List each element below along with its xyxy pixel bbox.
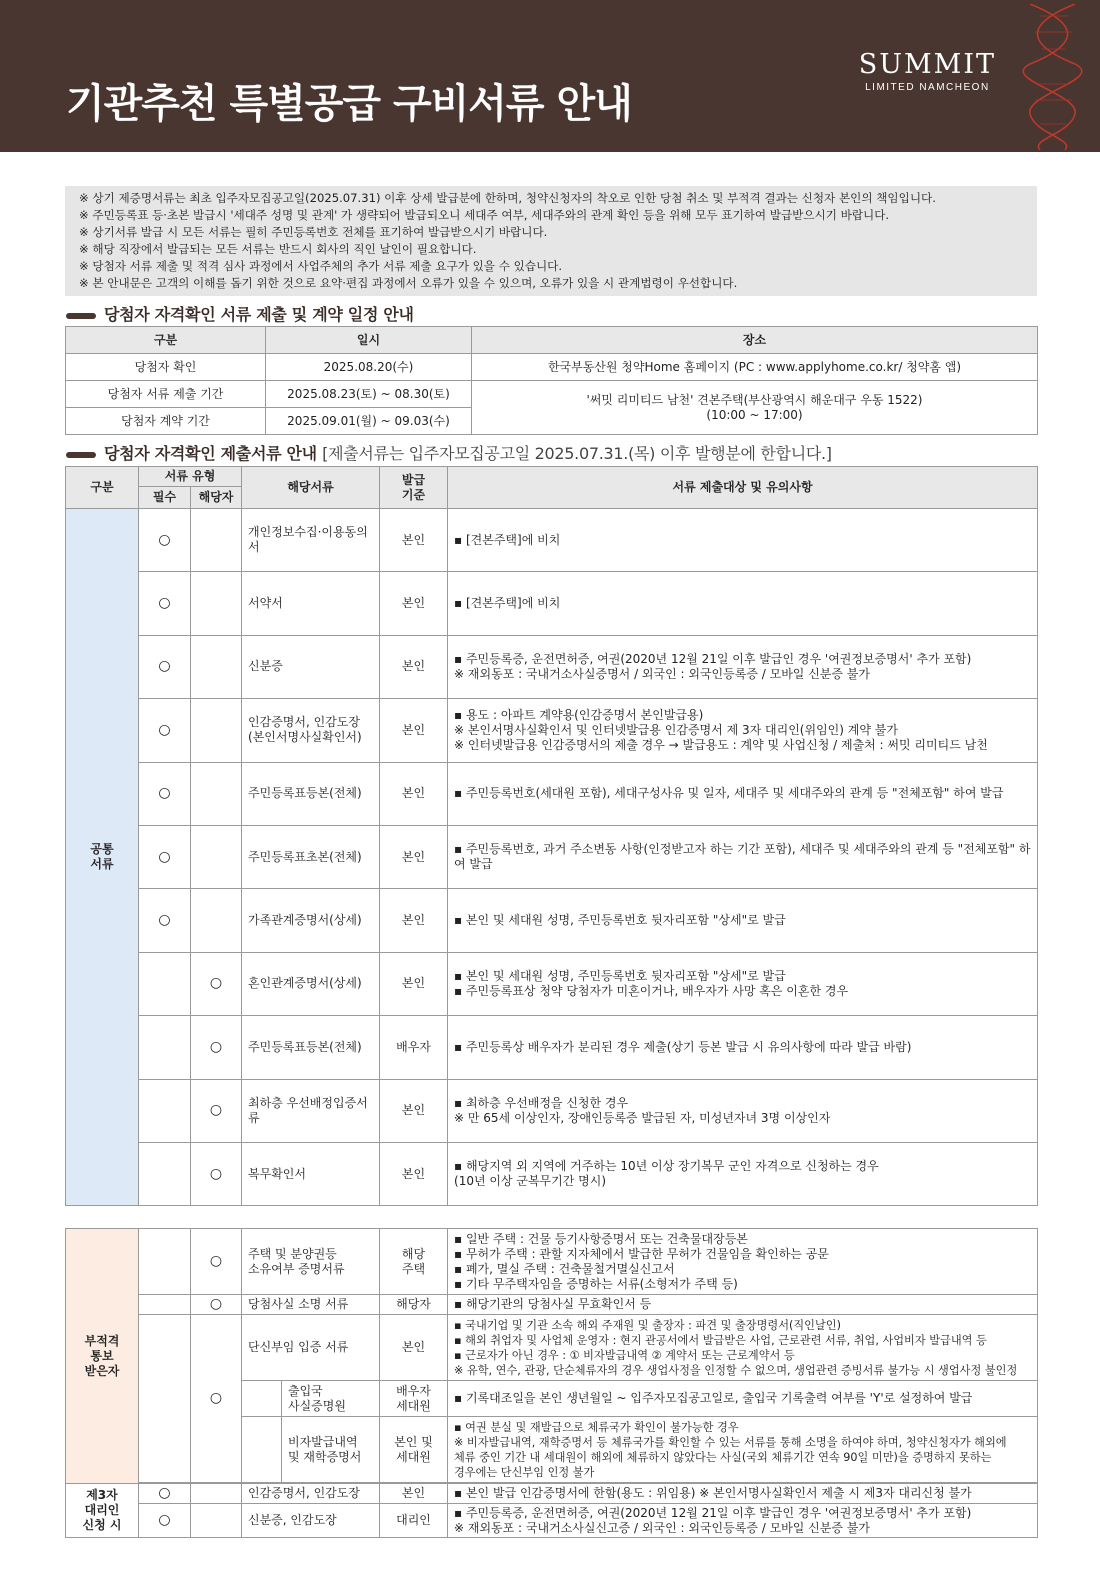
section2-subtitle: [제출서류는 입주자모집공고일 2025.07.31.(목) 이후 발행분에 한합니다.]	[322, 444, 832, 463]
header-doc: 해당서류	[242, 467, 380, 509]
notice-box	[65, 186, 1037, 296]
brand-logo	[859, 50, 996, 93]
doc-name: 주민등록표등본(전체)	[242, 762, 380, 825]
common-doc-row	[66, 889, 1038, 952]
common-group-label: 공통 서류	[66, 509, 139, 1206]
notes: ▪ 주민등록증, 운전면허증, 여권(2020년 12월 21일 이후 발급인 경우 '여권정보증명서' 추가 포함) ※ 재외동포 : 국내거소사실증명서 / 외국인 : 외국인등록증 / 모바일 신분증 불가	[448, 635, 1038, 698]
notes: ▪ 주민등록상 배우자가 분리된 경우 제출(상기 등본 발급 시 유의사항에 따라 발급 바람)	[448, 1016, 1038, 1079]
required-cell	[139, 1229, 191, 1295]
applicable-cell	[191, 1504, 242, 1538]
required-mark	[139, 1016, 191, 1079]
header-notes: 서류 제출대상 및 유의사항	[448, 467, 1038, 509]
ineligible-table	[65, 1228, 1038, 1538]
applicable-mark: ○	[191, 1295, 242, 1315]
applicable-cell	[191, 1484, 242, 1504]
doc-name: 주민등록표초본(전체)	[242, 825, 380, 888]
notice-line: ※ 상기 제증명서류는 최초 입주자모집공고일(2025.07.31) 이후 상세 발급분에 한하며, 청약신청자의 착오로 인한 당첨 취소 및 부적격 결과는 신청자 본인의 책임입니다.	[79, 191, 936, 205]
applicable-mark: ○	[191, 1142, 242, 1205]
issuer: 본인	[380, 825, 448, 888]
issuer: 배우자 세대원	[380, 1381, 448, 1417]
applicable-mark	[191, 762, 242, 825]
doc-name: 인감증명서, 인감도장 (본인서명사실확인서)	[242, 699, 380, 762]
doc-name: 개인정보수집·이용동의서	[242, 509, 380, 572]
required-mark: ○	[139, 762, 191, 825]
doc-name: 당첨사실 소명 서류	[242, 1295, 380, 1315]
documents-table	[65, 466, 1038, 1206]
section-bar-icon	[66, 313, 96, 319]
required-mark: ○	[139, 825, 191, 888]
notes: ▪ 본인 및 세대원 성명, 주민등록번호 뒷자리포함 "상세"로 발급	[448, 889, 1038, 952]
header-group: 구분	[66, 467, 139, 509]
applicable-mark: ○	[191, 1079, 242, 1142]
applicable-mark	[191, 635, 242, 698]
applicable-mark	[191, 825, 242, 888]
issuer: 본인	[380, 889, 448, 952]
schedule-place: '써밋 리미티드 남천' 견본주택(부산광역시 해운대구 우동 1522) (10:00 ~ 17:00)	[472, 381, 1038, 435]
proxy-group-label: 제3자 대리인 신청 시	[66, 1484, 139, 1538]
required-cell	[139, 1295, 191, 1315]
notes: ▪ 최하층 우선배정을 신청한 경우 ※ 만 65세 이상인자, 장애인등록증 발급된 자, 미성년자녀 3명 이상인자	[448, 1079, 1038, 1142]
schedule-date: 2025.08.20(수)	[266, 354, 472, 381]
required-mark	[139, 1079, 191, 1142]
required-mark: ○	[139, 699, 191, 762]
notice-line: ※ 본 안내문은 고객의 이해를 돕기 위한 것으로 요약·편집 과정에서 오류가 있을 수 있으며, 오류가 있을 시 관계법령이 우선합니다.	[79, 276, 738, 290]
doc-name: 신분증	[242, 635, 380, 698]
indent-cell	[242, 1381, 282, 1417]
header-required: 필수	[139, 487, 191, 509]
applicable-mark	[191, 572, 242, 635]
common-doc-row	[66, 762, 1038, 825]
notes: ▪ [견본주택]에 비치	[448, 572, 1038, 635]
required-mark: ○	[139, 1484, 191, 1504]
page-header	[0, 0, 1100, 152]
common-docs-group	[66, 509, 1038, 1206]
notes: ▪ 주민등록번호(세대원 포함), 세대구성사유 및 일자, 세대주 및 세대주와의 관계 등 "전체포함" 하여 발급	[448, 762, 1038, 825]
common-doc-row	[66, 1142, 1038, 1205]
notes: ▪ 기록대조일을 본인 생년월일 ~ 입주자모집공고일로, 출입국 기록출력 여부를 'Y'로 설정하여 발급	[448, 1381, 1038, 1417]
issuer: 본인	[380, 1484, 448, 1504]
section1-title: 당첨자 자격확인 서류 제출 및 계약 일정 안내	[104, 305, 414, 324]
schedule-header-cell: 구분	[66, 327, 266, 354]
issuer: 대리인	[380, 1504, 448, 1538]
common-doc-row	[66, 635, 1038, 698]
required-mark: ○	[139, 572, 191, 635]
issuer: 본인	[380, 1079, 448, 1142]
indent-cell	[242, 1417, 282, 1483]
required-mark: ○	[139, 635, 191, 698]
doc-name: 신분증, 인감도장	[242, 1504, 380, 1538]
notes: ▪ 본인 및 세대원 성명, 주민등록번호 뒷자리포함 "상세"로 발급 ▪ 주민등록표상 청약 당첨자가 미혼이거나, 배우자가 사망 혹은 이혼한 경우	[448, 952, 1038, 1015]
doc-name: 최하층 우선배정입증서류	[242, 1079, 380, 1142]
section1-heading	[66, 302, 414, 325]
notice-line: ※ 상기서류 발급 시 모든 서류는 필히 주민등록번호 전체를 표기하여 발급받으시기 바랍니다.	[79, 225, 548, 239]
common-doc-row	[66, 1079, 1038, 1142]
doc-name: 서약서	[242, 572, 380, 635]
notes: ▪ 해당지역 외 지역에 거주하는 10년 이상 장기복무 군인 자격으로 신청하는 경우 (10년 이상 군복무기간 명시)	[448, 1142, 1038, 1205]
required-mark: ○	[139, 1504, 191, 1538]
issuer: 본인	[380, 952, 448, 1015]
common-doc-row	[66, 509, 1038, 572]
notes: ▪ 국내기업 및 기관 소속 해외 주재원 및 출장자 : 파견 및 출장명령서(직인날인) ▪ 해외 취업자 및 사업체 운영자 : 현지 관공서에서 발급받은 사업, 근로관련 서류, 취업, 사업비자 발급내역 등 ▪ 근로자가 아닌 경우 : ① 비자발급내역 ② 계약서 또는 근로계약서 등 ※ 유학, 연수, 관광, 단순체류자의 경우 생업사정을 인정할 수 없으며, 생업관련 증빙서류 불가능 시 생업사정 불인정	[448, 1315, 1038, 1381]
notes: ▪ 해당기관의 당첨사실 무효확인서 등	[448, 1295, 1038, 1315]
notes: ▪ 주민등록번호, 과거 주소변동 사항(인정받고자 하는 기간 포함), 세대주 및 세대주와의 관계 등 "전체포함" 하여 발급	[448, 825, 1038, 888]
schedule-table	[65, 326, 1038, 435]
common-doc-row	[66, 825, 1038, 888]
required-mark: ○	[139, 509, 191, 572]
issuer: 본인 및 세대원	[380, 1417, 448, 1483]
schedule-header-cell: 일시	[266, 327, 472, 354]
common-doc-row	[66, 952, 1038, 1015]
section-bar-icon	[66, 452, 96, 458]
doc-name: 단신부임 입증 서류	[242, 1315, 380, 1381]
schedule-date: 2025.08.23(토) ~ 08.30(토)	[266, 381, 472, 408]
common-doc-row	[66, 699, 1038, 762]
issuer: 본인	[380, 762, 448, 825]
notes: ▪ [견본주택]에 비치	[448, 509, 1038, 572]
schedule-date: 2025.09.01(월) ~ 09.03(수)	[266, 408, 472, 435]
applicable-mark	[191, 889, 242, 952]
applicable-mark	[191, 699, 242, 762]
notice-line: ※ 주민등록표 등·초본 발급시 '세대주 성명 및 관계' 가 생략되어 발급되오니 세대주 여부, 세대주와의 관계 확인 등을 위해 모두 표기하여 발급받으시기 바랍니다.	[79, 208, 890, 222]
notes: ▪ 주민등록증, 운전면허증, 여권(2020년 12월 21일 이후 발급인 경우 '여권정보증명서' 추가 포함) ※ 재외동포 : 국내거소사실신고증 / 외국인 : 외국인등록증 / 모바일 신분증 불가	[448, 1504, 1038, 1538]
required-mark	[139, 952, 191, 1015]
section2-heading	[66, 441, 832, 464]
issuer: 본인	[380, 572, 448, 635]
issuer: 해당 주택	[380, 1229, 448, 1295]
common-doc-row	[66, 572, 1038, 635]
required-mark	[139, 1142, 191, 1205]
issuer: 본인	[380, 635, 448, 698]
notice-line: ※ 해당 직장에서 발급되는 모든 서류는 반드시 회사의 직인 날인이 필요합니다.	[79, 242, 477, 256]
header-issuer: 발급 기준	[380, 467, 448, 509]
required-cell	[139, 1315, 191, 1483]
applicable-mark	[191, 509, 242, 572]
doc-name: 주민등록표등본(전체)	[242, 1016, 380, 1079]
issuer: 본인	[380, 1315, 448, 1381]
common-doc-row	[66, 1016, 1038, 1079]
doc-name: 혼인관계증명서(상세)	[242, 952, 380, 1015]
doc-name: 인감증명서, 인감도장	[242, 1484, 380, 1504]
notice-line: ※ 당첨자 서류 제출 및 적격 심사 과정에서 사업주체의 추가 서류 제출 요구가 있을 수 있습니다.	[79, 259, 563, 273]
logo-sub-text: LIMITED NAMCHEON	[865, 82, 990, 93]
doc-name: 출입국 사실증명원	[282, 1381, 380, 1417]
notes: ▪ 용도 : 아파트 계약용(인감증명서 본인발급용) ※ 본인서명사실확인서 및 인터넷발급용 인감증명서 제 3자 대리인(위임인) 계약 불가 ※ 인터넷발급용 인감증명서의 제출 경우 → 발급용도 : 계약 및 사업신청 / 제출처 : 써밋 리미티드 남천	[448, 699, 1038, 762]
issuer: 해당자	[380, 1295, 448, 1315]
notes: ▪ 본인 발급 인감증명서에 한함(용도 : 위임용) ※ 본인서명사실확인서 제출 시 제3자 대리신청 불가	[448, 1484, 1038, 1504]
schedule-label: 당첨자 확인	[66, 354, 266, 381]
schedule-label: 당첨자 계약 기간	[66, 408, 266, 435]
logo-main-text: SUMMIT	[858, 49, 996, 80]
notes: ▪ 여권 분실 및 재발급으로 체류국가 확인이 불가능한 경우 ※ 비자발급내역, 재학증명서 등 체류국가를 확인할 수 있는 서류를 통해 소명을 하여야 하며, 청약신청자가 해외에 체류 중인 기간 내 세대원이 해외에 체류하지 않았다는 사실(국외 체류기간 연속 90일 미만)을 증명하지 못하는 경우에는 단신부임 인정 불가	[448, 1417, 1038, 1483]
page-title: 기관추천 특별공급 구비서류 안내	[66, 81, 632, 127]
issuer: 본인	[380, 509, 448, 572]
required-mark: ○	[139, 889, 191, 952]
applicable-mark: ○	[191, 1315, 242, 1483]
doc-name: 비자발급내역 및 재학증명서	[282, 1417, 380, 1483]
header-type: 서류 유형	[139, 467, 242, 487]
issuer: 본인	[380, 1142, 448, 1205]
applicable-mark: ○	[191, 952, 242, 1015]
schedule-header-cell: 장소	[472, 327, 1038, 354]
issuer: 본인	[380, 699, 448, 762]
issuer: 배우자	[380, 1016, 448, 1079]
notes: ▪ 일반 주택 : 건물 등기사항증명서 또는 건축물대장등본 ▪ 무허가 주택 : 관할 지자체에서 발급한 무허가 건물임을 확인하는 공문 ▪ 폐가, 멸실 주택 : 건축물철거멸실신고서 ▪ 기타 무주택자임을 증명하는 서류(소형저가 주택 등)	[448, 1229, 1038, 1295]
applicable-mark: ○	[191, 1016, 242, 1079]
header-applicable: 해당자	[191, 487, 242, 509]
helix-logo-icon	[1020, 4, 1090, 150]
schedule-label: 당첨자 서류 제출 기간	[66, 381, 266, 408]
doc-name: 가족관계증명서(상세)	[242, 889, 380, 952]
section2-title: 당첨자 자격확인 제출서류 안내	[104, 444, 317, 463]
schedule-place: 한국부동산원 청약Home 홈페이지 (PC : www.applyhome.co.kr/ 청약홈 앱)	[472, 354, 1038, 381]
applicable-mark: ○	[191, 1229, 242, 1295]
doc-name: 주택 및 분양권등 소유여부 증명서류	[242, 1229, 380, 1295]
ineligible-group-label: 부적격 통보 받은자	[66, 1229, 139, 1484]
doc-name: 복무확인서	[242, 1142, 380, 1205]
